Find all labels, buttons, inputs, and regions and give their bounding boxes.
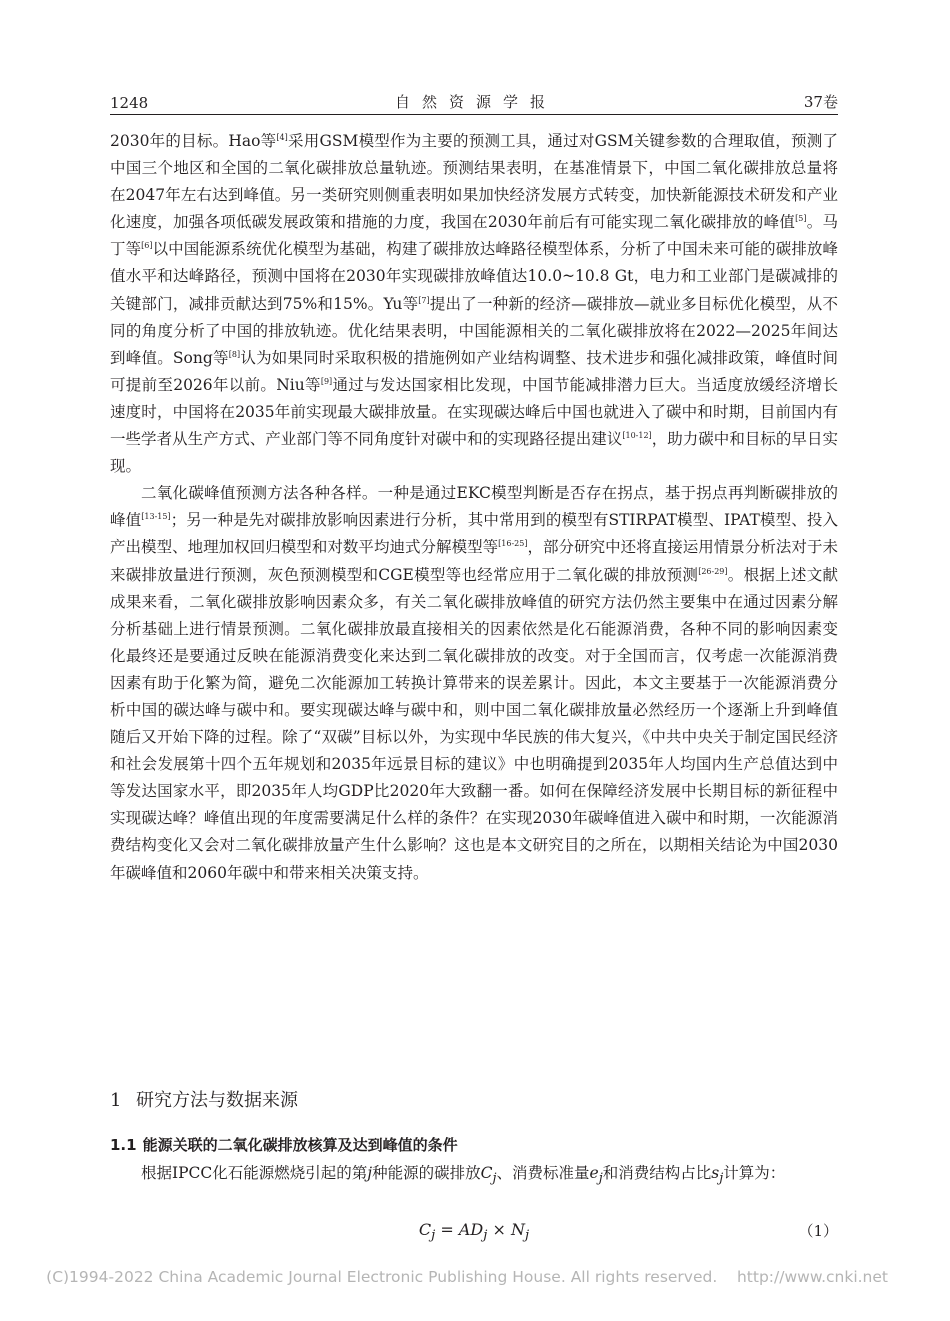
running-header (110, 88, 838, 112)
text-run: 认为如果同时采取积极的措施例如产业结构调整、技术进步和强化减排政策，峰值时间可提前至2026年以前。Niu等 (110, 348, 838, 394)
citation: [8] (228, 349, 241, 359)
citation: [13-15] (141, 512, 171, 522)
paragraph-3 (110, 1160, 838, 1192)
section-title: 研究方法与数据来源 (136, 1090, 298, 1111)
text-run: 。马丁等 (110, 213, 838, 259)
math-var: C (480, 1164, 493, 1182)
text-run: ，助力碳中和目标的早日实现。 (110, 430, 838, 476)
journal-title: 自然资源学报 (395, 93, 558, 111)
section-number: 1 (110, 1090, 122, 1111)
math-subscript: j (598, 1171, 603, 1187)
text-run: 2030年的目标。Hao等 (110, 132, 277, 150)
header-rule (110, 114, 838, 115)
citation: [6] (141, 241, 153, 251)
text-run: 采用GSM模型作为主要的预测工具，通过对GSM关键参数的合理取值，预测了中国三个地区和全国的二氧化碳排放总量轨迹。预测结果表明，在基准情景下，中国二氧化碳排放总量将在2047年左右达到峰值。另一类研究则侧重表明如果加快经济发展方式转变，加快新能源技术研发和产业化速度，加强各项低碳发展政策和措施的力度，我国在2030年前后有可能实现二氧化碳排放的峰值 (110, 132, 838, 232)
paragraph-2 (110, 480, 838, 886)
volume-label: 37卷 (803, 93, 838, 111)
citation: [7] (418, 295, 430, 305)
body-text (110, 128, 838, 887)
text-run: 和消费结构占比 (602, 1164, 712, 1182)
subsection-heading-1-1 (110, 1134, 458, 1155)
text-run: 根据IPCC化石能源燃烧引起的第 (141, 1164, 368, 1182)
subsection-title: 能源关联的二氧化碳排放核算及达到峰值的条件 (142, 1136, 458, 1154)
page-number: 1248 (110, 94, 149, 112)
section-heading-1 (110, 1086, 298, 1112)
text-run: ；另一种是先对碳排放影响因素进行分析，其中常用到的模型有STIRPAT模型、IPAT模型、投入产出模型、地理加权回归模型和对数平均迪式分解模型等 (110, 511, 838, 557)
math-subscript: j (492, 1171, 497, 1187)
text-run: 计算为： (723, 1164, 786, 1182)
math-subscript: j (524, 1228, 530, 1244)
math-subscript: j (431, 1228, 436, 1244)
text-run: 。根据上述文献成果来看，二氧化碳排放影响因素众多，有关二氧化碳排放峰值的研究方法仍然主要集中在通过因素分解分析基础上进行情景预测。二氧化碳排放最直接相关的因素依然是化石能源消费，各种不同的影响因素变化最终还是要通过反映在能源消费变化来达到二氧化碳排放的改变。对于全国而言，仅考虑一次能源消费因素有助于化繁为简，避免二次能源加工转换计算带来的误差累计。因此，本文主要基于一次能源消费分析中国的碳达峰与碳中和。要实现碳达峰与碳中和，则中国二氧化碳排放量必然经历一个逐渐上升到峰值随后又开始下降的过程。除了“双碳”目标以外，为实现中华民族的伟大复兴，《中共中央关于制定国民经济和社会发展第十四个五年规划和2035年远景目标的建议》中也明确提到2035年人均国内生产总值达到中等发达国家水平，即2035年人均GDP比2020年大致翻一番。如何在保障经济发展中长期目标的新征程中实现碳达峰？峰值出现的年度需要满足什么样的条件？在实现2030年碳峰值进入碳中和时期，一次能源消费结构变化又会对二氧化碳排放量产生什么影响？这也是本文研究目的之所在，以期相关结论为中国2030年碳峰值和2060年碳中和带来相关决策支持。 (110, 565, 838, 882)
citation: [5] (795, 214, 807, 224)
math-var: C (418, 1220, 432, 1239)
citation: [16-25] (498, 539, 528, 549)
text-run: 二氧化碳峰值预测方法各种各样。一种是通过EKC模型判断是否存在拐点，基于拐点再判断碳排放的峰值 (110, 484, 838, 530)
citation: [10-12] (622, 431, 652, 441)
text-run: 种能源的碳排放 (372, 1164, 481, 1182)
math-var: e (589, 1164, 599, 1182)
math-subscript: j (719, 1171, 724, 1187)
equation-formula (110, 1220, 838, 1243)
math-var: s (711, 1164, 720, 1182)
copyright-footer: (C)1994-2022 China Academic Journal Electronic Publishing House. All rights reserved. http://www.cnki.net (46, 1268, 888, 1286)
text-run: 、消费标准量 (496, 1164, 590, 1182)
math-expr: × N (487, 1220, 525, 1239)
subsection-number: 1.1 (110, 1136, 137, 1154)
text-run: 以中国能源系统优化模型为基础，构建了碳排放达峰路径模型体系，分析了中国未来可能的碳排放峰值水平和达峰路径，预测中国将在2030年实现碳排放峰值达10.0~10.8 Gt，电力和工业部门是碳减排的关键部门，减排贡献达到75%和15%。Yu等 (110, 240, 838, 313)
text-run: ，部分研究中还将直接运用情景分析法对于未来碳排放量进行预测，灰色预测模型和CGE模型等也经常应用于二氧化碳的排放预测 (110, 538, 838, 584)
citation: [26-29] (698, 566, 728, 576)
math-var: j (367, 1164, 373, 1182)
math-subscript: j (483, 1228, 488, 1244)
citation: [4] (276, 133, 288, 142)
text-run: 通过与发达国家相比发现，中国节能减排潜力巨大。当适度放缓经济增长速度时，中国将在2035年前实现最大碳排放量。在实现碳达峰后中国也就进入了碳中和时期，目前国内有一些学者从生产方式、产业部门等不同角度针对碳中和的实现路径提出建议 (110, 375, 838, 449)
math-expr: = AD (435, 1220, 484, 1239)
paragraph-3-wrap (110, 1160, 838, 1192)
text-run: 提出了一种新的经济—碳排放—就业多目标优化模型，从不同的角度分析了中国的排放轨迹。优化结果表明，中国能源相关的二氧化碳排放将在2022—2025年间达到峰值。Song等 (110, 294, 838, 367)
paragraph-1 (110, 128, 838, 480)
equation-1 (110, 1220, 838, 1248)
equation-number: （1） (798, 1222, 838, 1240)
citation: [9] (320, 376, 333, 386)
